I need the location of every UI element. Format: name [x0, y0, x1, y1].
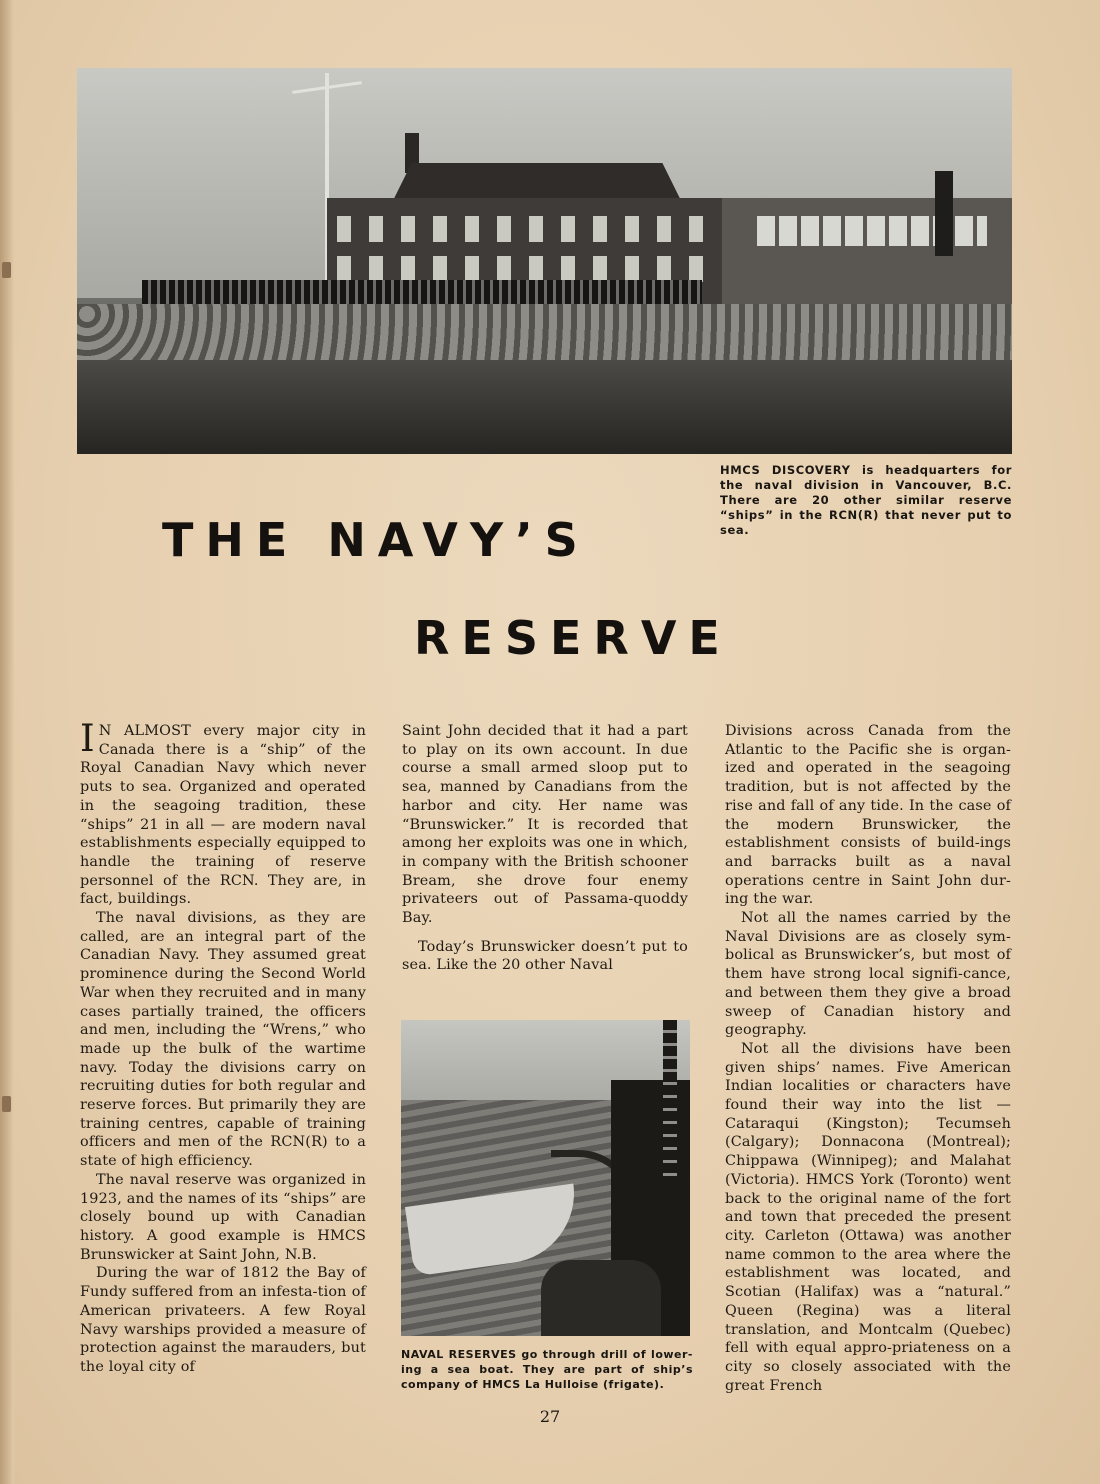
headline-line-1: THE NAVY’S — [162, 513, 590, 567]
paragraph: I N ALMOST every major city in Canada there is a “ship” of the Royal Canadian Navy which never puts to sea. Organized and operated in the seagoing tradition, these “ships” 21 in all — are modern naval establishments especially equipped to handle the training of reserve personnel of the RCN. They are, in fact, buildings. — [80, 717, 366, 908]
paragraph: During the war of 1812 the Bay of Fundy suffered from an infesta-tion of American privateers. A few Royal Navy warships provided a measure of protection against the marauders, but the loyal city of — [80, 1265, 366, 1375]
headline-line-2: RESERVE — [414, 611, 732, 665]
page-binding — [0, 0, 14, 1484]
top-photo-caption: HMCS DISCOVERY is headquarters for the naval division in Vancouver, B.C. There are 20 other similar reserve “ships” in the RCN(R) that never put to sea. — [720, 463, 1012, 537]
sea-boat-drill-photo — [401, 1020, 690, 1336]
bottom-photo-caption: NAVAL RESERVES go through drill of lower-ing a sea boat. They are part of ship’s company of HMCS La Hulloise (frigate). — [401, 1348, 693, 1391]
paragraph: Today’s Brunswicker doesn’t put to sea. Like the 20 other Naval — [402, 938, 688, 974]
staple — [2, 262, 11, 278]
paragraph: Divisions across Canada from the Atlantic to the Pacific she is organ-ized and operated in the seagoing tradition, but is not affected by the rise and fall of any tide. In the case of the modern Brunswicker, the establishment consists of build-ings and barracks built as a naval operations centre in Saint John dur-ing the war. — [725, 723, 1011, 908]
paragraph: Not all the names carried by the Naval Divisions are as closely sym-bolical as Brunswicker’s, but most of them have strong local signifi-cance, and between them they give a broad sweep of Canadian history and geography. — [725, 910, 1011, 1039]
paragraph: Not all the divisions have been given ships’ names. Five American Indian localities or characters have found their way into the list — Cataraqui (Kingston); Tecumseh (Calgary); Donnacona (Montreal); Chippawa (Winnipeg); and Malahat (Victoria). HMCS York (Toronto) went back to the original name of the fort and town that preceded the present city. Carleton (Ottawa) was another name common to the area where the establishment was located, and Scotian (Halifax) was a “natural.” Queen (Regina) was a literal translation, and Montcalm (Quebec) fell with equal appro-priateness on a city so closely associated with the great French — [725, 1040, 1011, 1394]
paragraph: The naval reserve was organized in 1923, and the names of its “ships” are closely bound up with Canadian history. A good example is HMCS Brunswicker at Saint John, N.B. — [80, 1171, 366, 1263]
staple — [2, 1096, 11, 1112]
page-number: 27 — [539, 1407, 561, 1426]
paragraph: The naval divisions, as they are called, are an integral part of the Canadian Navy. They assumed great prominence during the Second World War when they recruited and in many cases partially trained, the officers and men, including the “Wrens,” who made up the bulk of the wartime navy. Today the divisions carry on recruiting duties for both regular and reserve forces. But primarily they are training centres, capable of training officers and men of the RCN(R) to a state of high efficiency. — [80, 910, 366, 1170]
hmcs-discovery-photo — [77, 68, 1012, 454]
article-column-2 — [402, 722, 688, 975]
paragraph: Saint John decided that it had a part to play on its own account. In due course a small armed sloop put to sea, manned by Canadians from the harbor and city. Her name was “Brunswicker.” It is recorded that among her exploits was one in which, in company with the British schooner Bream, she drove four enemy privateers out of Passama-quoddy Bay. — [402, 723, 688, 927]
drop-cap: I — [80, 717, 95, 760]
article-column-3 — [725, 722, 1011, 1395]
article-column-1 — [80, 717, 366, 1377]
